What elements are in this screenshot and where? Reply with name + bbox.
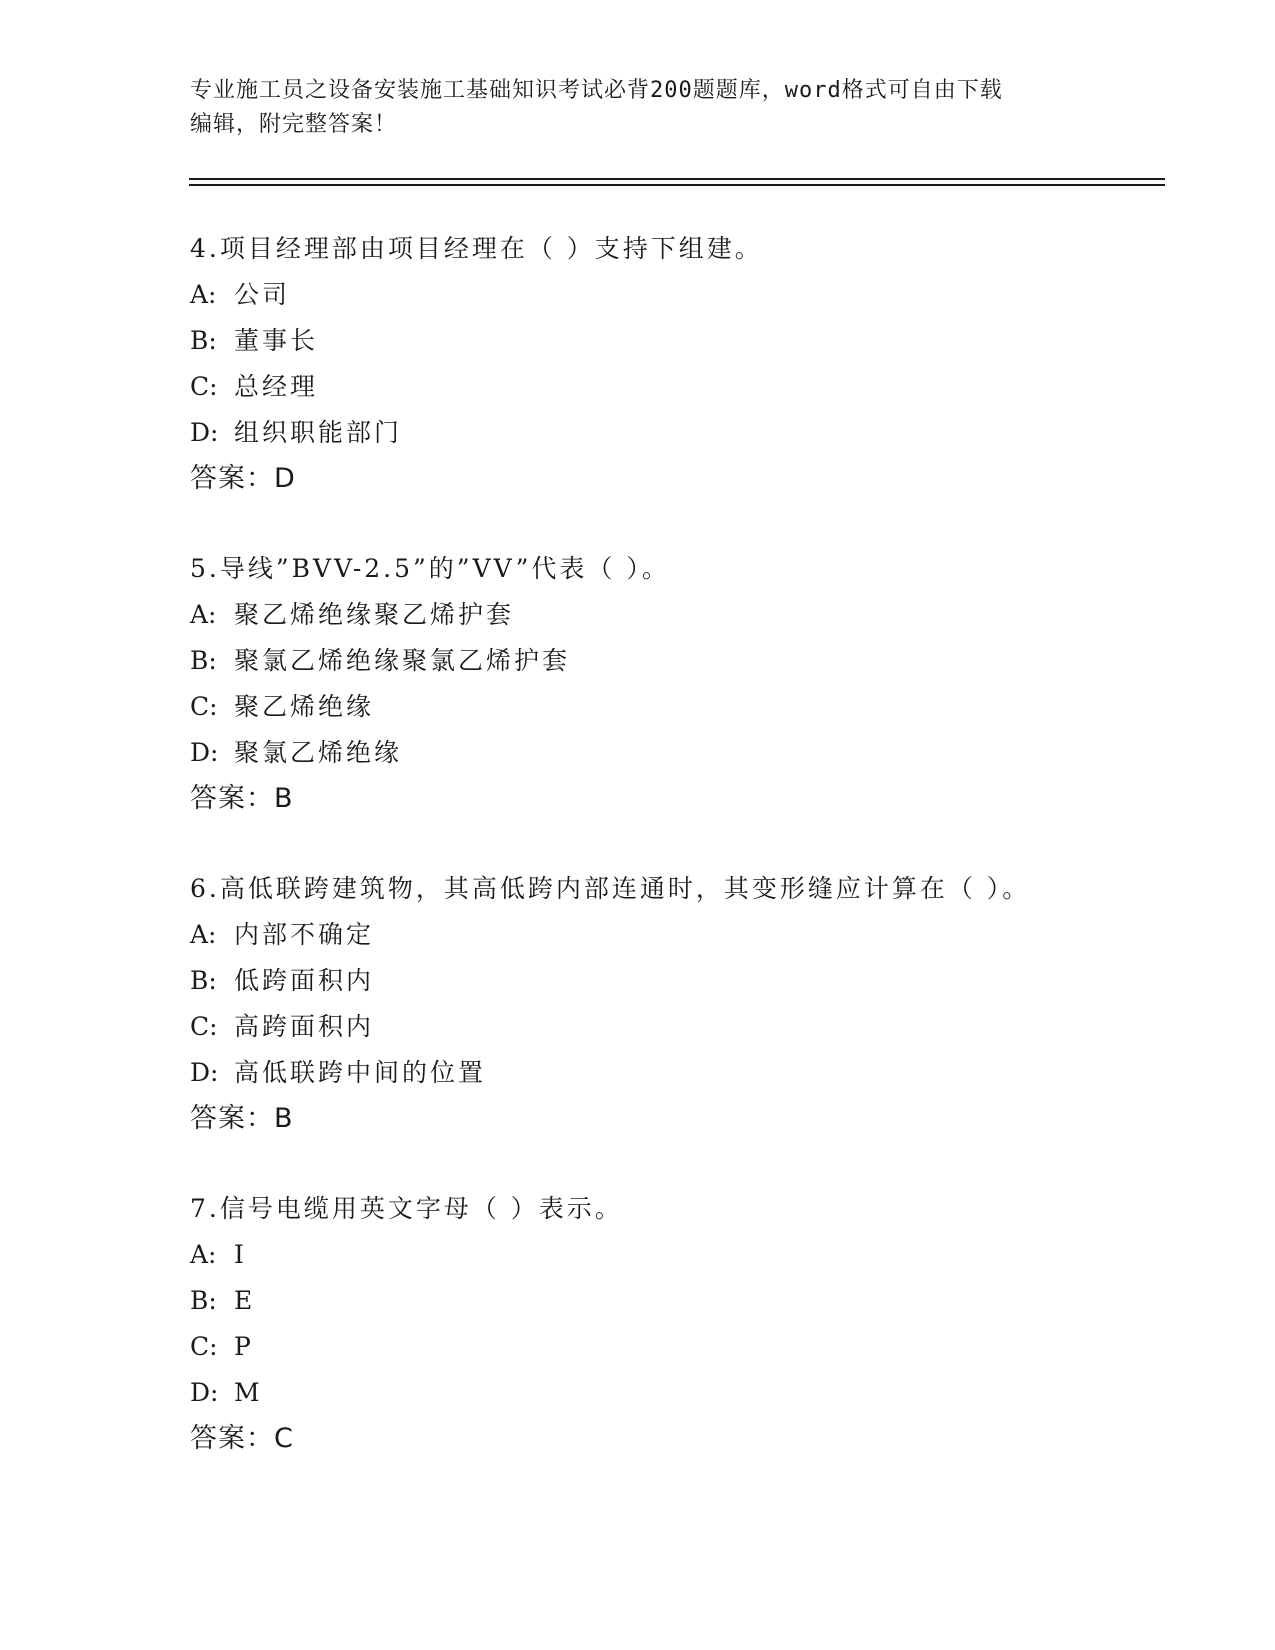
- option-text: 聚氯乙烯绝缘: [234, 738, 403, 767]
- option-text: 组织职能部门: [234, 418, 403, 447]
- option-b: [190, 1278, 1190, 1324]
- question-stem: 7.信号电缆用英文字母（ ）表示。: [190, 1194, 623, 1223]
- option-letter: A:: [190, 920, 217, 949]
- question-block: [190, 866, 1190, 1142]
- option-a: [190, 1232, 1190, 1278]
- option-text: 总经理: [234, 372, 319, 401]
- option-c: [190, 684, 1190, 730]
- option-text: M: [234, 1378, 263, 1407]
- option-c: [190, 364, 1190, 410]
- question-stem: 5.导线”BVV-2.5”的”VV”代表（ ）。: [190, 554, 670, 583]
- option-letter: D:: [190, 418, 219, 447]
- option-text: 内部不确定: [234, 920, 375, 949]
- option-letter: B:: [190, 966, 217, 995]
- option-text: 高低联跨中间的位置: [234, 1058, 487, 1087]
- option-letter: A:: [190, 600, 217, 629]
- option-letter: B:: [190, 646, 217, 675]
- option-text: I: [234, 1240, 247, 1269]
- option-letter: C:: [190, 372, 218, 401]
- option-letter: D:: [190, 1058, 219, 1087]
- header-line-1: 专业施工员之设备安装施工基础知识考试必背200题题库，word格式可自由下载: [190, 78, 1003, 103]
- option-letter: B:: [190, 326, 217, 355]
- option-text: 董事长: [234, 326, 319, 355]
- option-letter: B:: [190, 1286, 217, 1315]
- question-stem: 6.高低联跨建筑物，其高低跨内部连通时，其变形缝应计算在（ ）。: [190, 874, 1031, 903]
- option-c: [190, 1324, 1190, 1370]
- option-text: 聚乙烯绝缘: [234, 692, 375, 721]
- answer-line: 答案：B: [190, 783, 294, 814]
- question-block: [190, 226, 1190, 502]
- option-b: [190, 318, 1190, 364]
- option-text: P: [234, 1332, 254, 1361]
- header-divider-bottom: [189, 184, 1165, 186]
- question-stem: 4.项目经理部由项目经理在（ ）支持下组建。: [190, 234, 763, 263]
- option-text: 聚乙烯绝缘聚乙烯护套: [234, 600, 515, 629]
- question-block: [190, 546, 1190, 822]
- document-header: [190, 74, 1070, 142]
- option-letter: D:: [190, 1378, 219, 1407]
- answer-line: 答案：C: [190, 1423, 294, 1454]
- option-d: [190, 1050, 1190, 1096]
- option-text: 低跨面积内: [234, 966, 375, 995]
- option-d: [190, 410, 1190, 456]
- option-letter: C:: [190, 1012, 218, 1041]
- option-text: E: [234, 1286, 256, 1315]
- option-c: [190, 1004, 1190, 1050]
- option-b: [190, 958, 1190, 1004]
- option-a: [190, 272, 1190, 318]
- question-block: [190, 1186, 1190, 1462]
- option-text: 聚氯乙烯绝缘聚氯乙烯护套: [234, 646, 571, 675]
- option-letter: A:: [190, 280, 217, 309]
- answer-line: 答案：D: [190, 463, 296, 494]
- option-text: 公司: [234, 280, 291, 309]
- option-d: [190, 1370, 1190, 1416]
- answer-line: 答案：B: [190, 1103, 294, 1134]
- option-d: [190, 730, 1190, 776]
- option-a: [190, 592, 1190, 638]
- option-letter: C:: [190, 1332, 218, 1361]
- option-letter: C:: [190, 692, 218, 721]
- header-divider-top: [189, 178, 1165, 180]
- header-line-2: 编辑，附完整答案！: [190, 112, 398, 137]
- option-letter: D:: [190, 738, 219, 767]
- option-b: [190, 638, 1190, 684]
- option-text: 高跨面积内: [234, 1012, 375, 1041]
- option-a: [190, 912, 1190, 958]
- option-letter: A:: [190, 1240, 217, 1269]
